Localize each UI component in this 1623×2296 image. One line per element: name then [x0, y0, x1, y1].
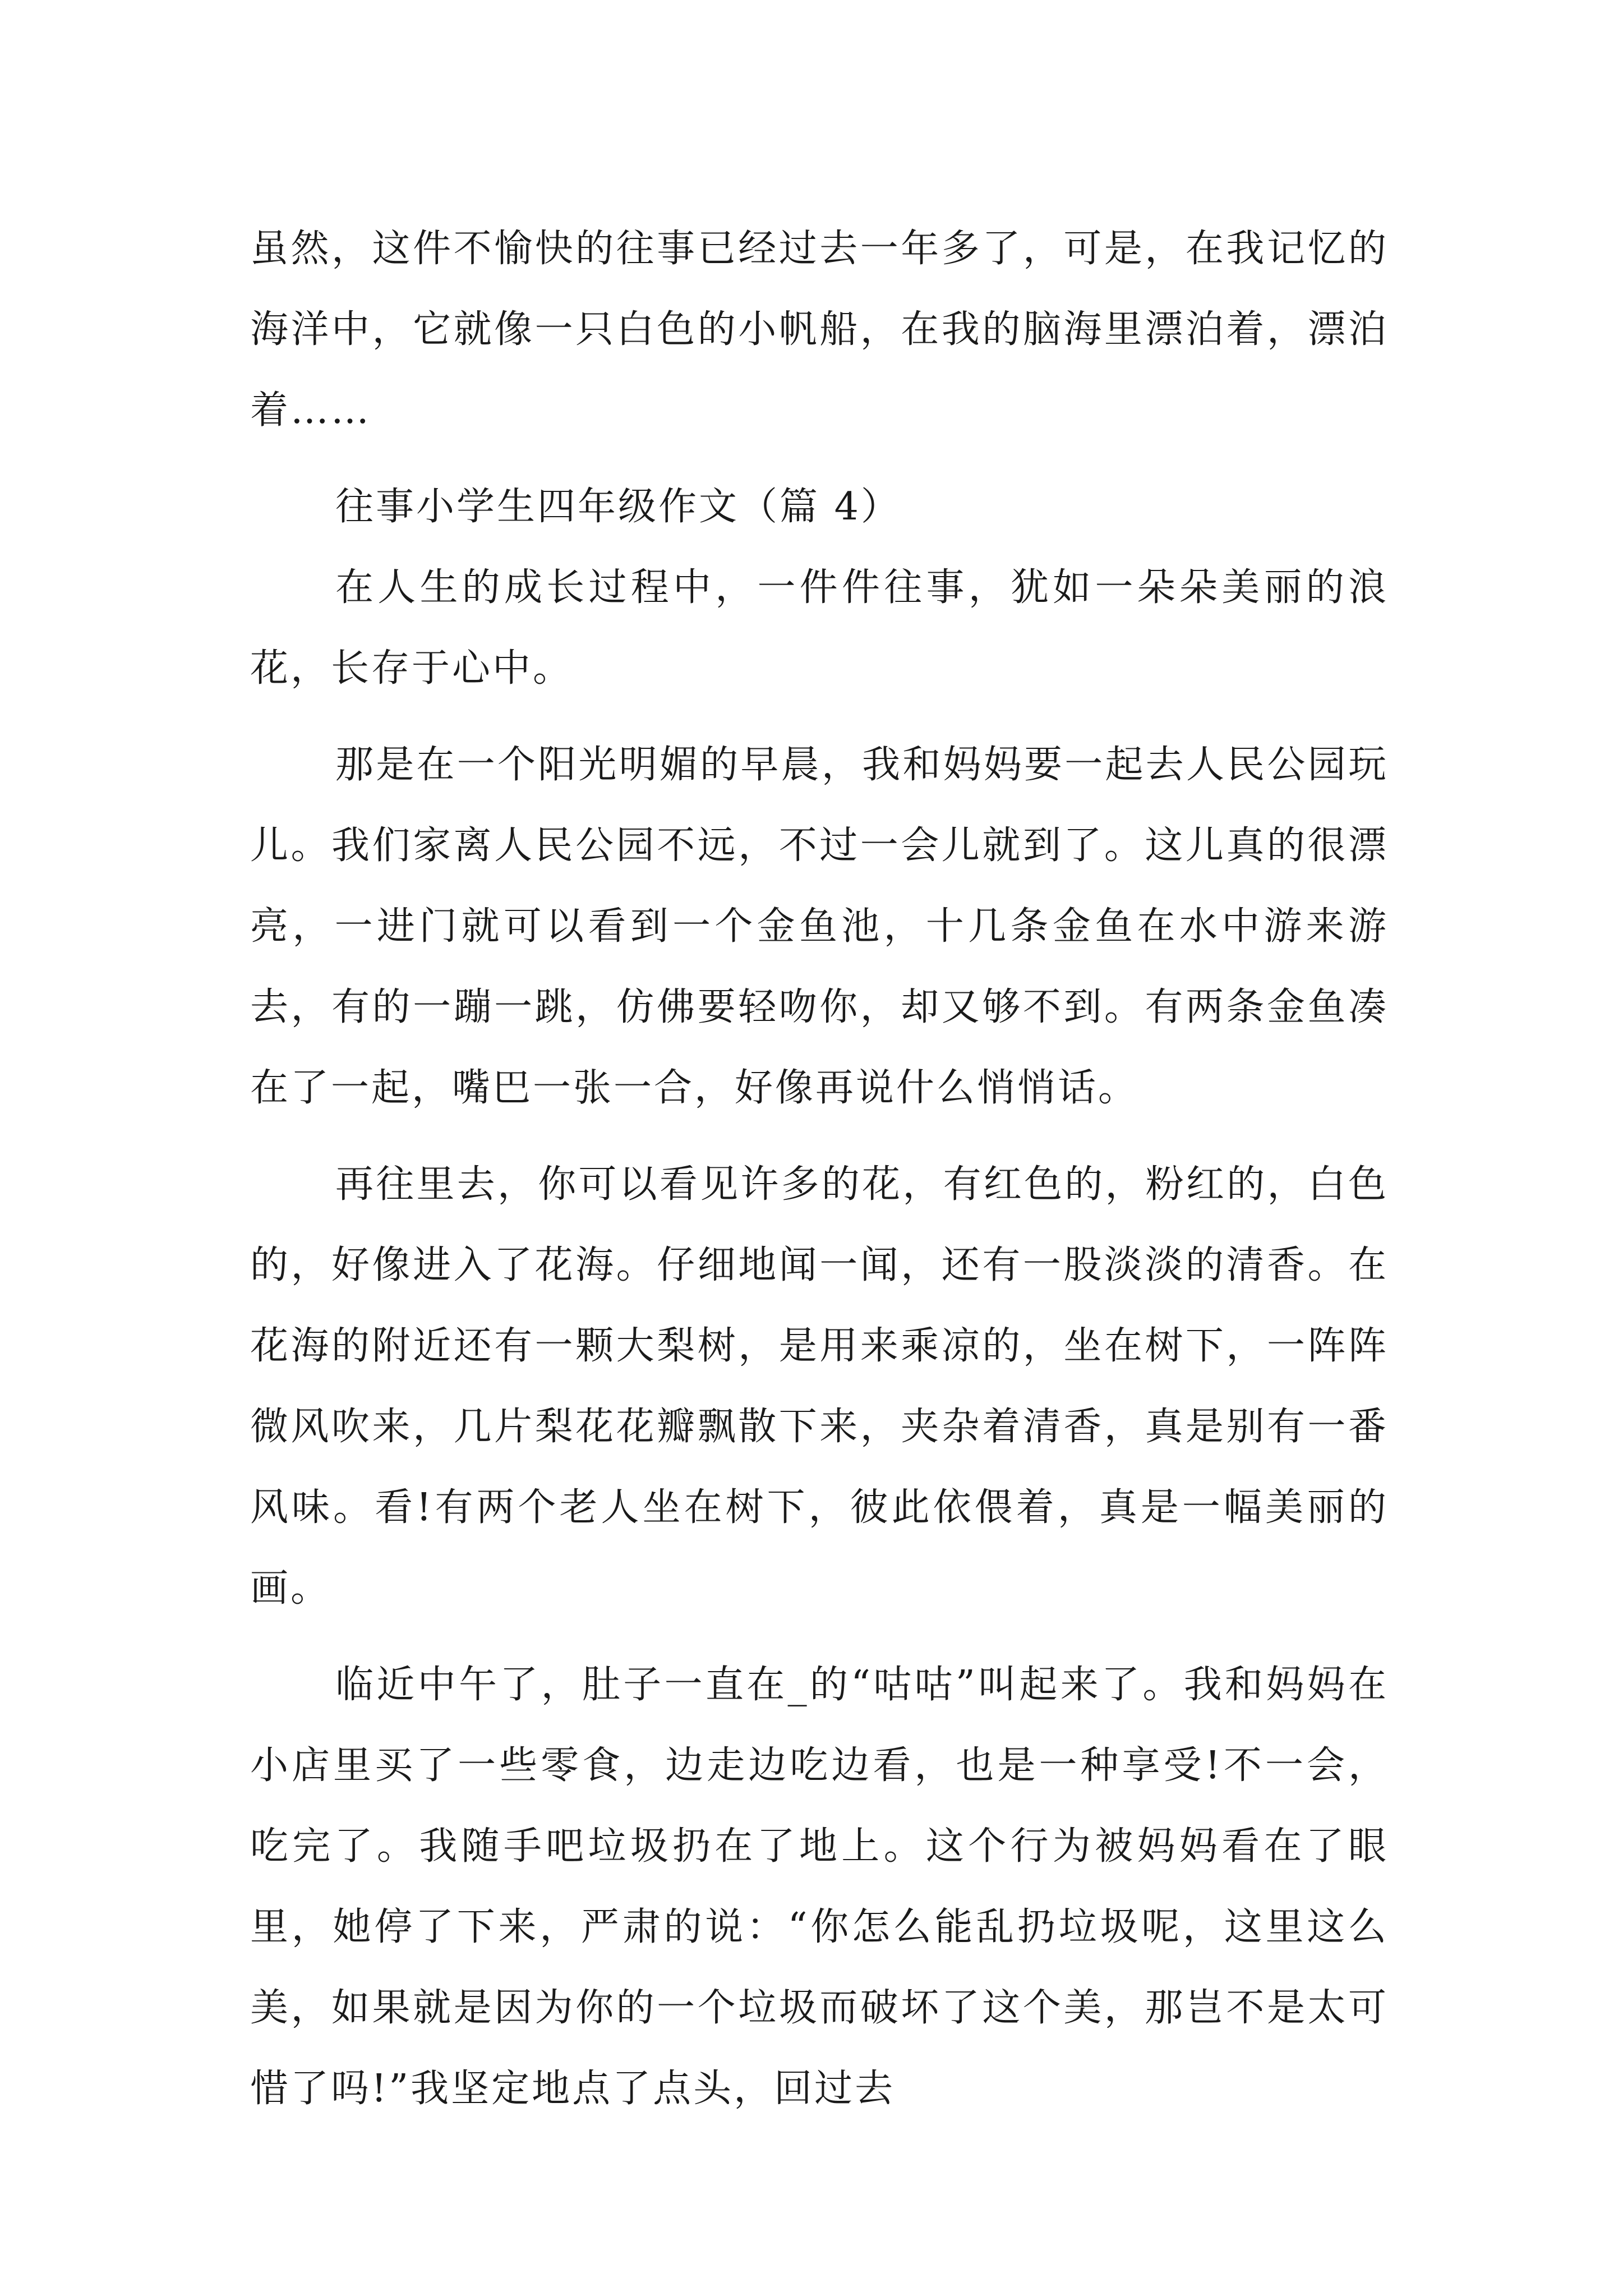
document-body	[250, 209, 1389, 2145]
paragraph: 临近中午了，肚子一直在_的“咕咕”叫起来了。我和妈妈在小店里买了一些零食，边走边吃边看，也是一种享受!不一会，吃完了。我随手吧垃圾扔在了地上。这个行为被妈妈看在了眼里，她停了下来，严肃的说：“你怎么能乱扔垃圾呢，这里这么美，如果就是因为你的一个垃圾而破坏了这个美，那岂不是太可惜了吗!”我坚定地点了点头，回过去	[250, 1663, 1389, 2111]
paragraph: 那是在一个阳光明媚的早晨，我和妈妈要一起去人民公园玩儿。我们家离人民公园不远，不过一会儿就到了。这儿真的很漂亮，一进门就可以看到一个金鱼池，十几条金鱼在水中游来游去，有的一蹦一跳，仿佛要轻吻你，却又够不到。有两条金鱼凑在了一起，嘴巴一张一合，好像再说什么悄悄话。	[250, 743, 1389, 1110]
paragraph: 再往里去，你可以看见许多的花，有红色的，粉红的，白色的，好像进入了花海。仔细地闻一闻，还有一股淡淡的清香。在花海的附近还有一颗大梨树，是用来乘凉的，坐在树下，一阵阵微风吹来，几片梨花花瓣飘散下来，夹杂着清香，真是别有一番风味。看!有两个老人坐在树下，彼此依偎着，真是一幅美丽的画。	[250, 1162, 1389, 1611]
paragraph-intro: 虽然，这件不愉快的往事已经过去一年多了，可是，在我记忆的海洋中，它就像一只白色的小帆船，在我的脑海里漂泊着，漂泊着……	[250, 227, 1389, 432]
section-heading: 往事小学生四年级作文（篇 4）	[335, 485, 901, 529]
paragraph: 在人生的成长过程中，一件件往事，犹如一朵朵美丽的浪花，长存于心中。	[250, 565, 1389, 691]
